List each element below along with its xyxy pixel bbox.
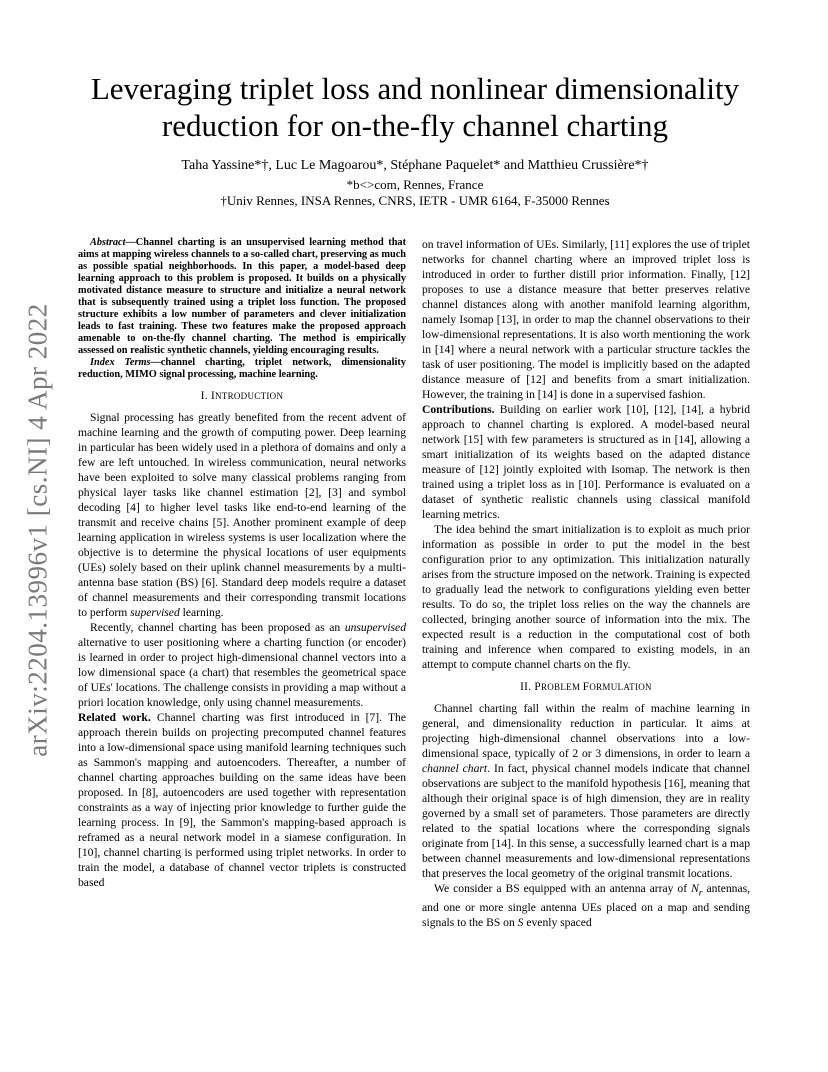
title-line-1: Leveraging triplet loss and nonlinear dimensionality <box>90 71 740 106</box>
problem-paragraph-1: Channel charting fall within the realm of machine learning in general, and dimensionality reduction in particular. It aims at projecting high-dimensional channel observations into a low-dimensional space, typically of 2 or 3 dimensions, in order to learn a channel chart. In fact, physical channel models indicate that channel observations are subject to the manifold hypothesis [16], meaning that although their original space is of high dimension, they are in reality governed by a small set of parameters. Those parameters are directly related to the spatial locations where the corresponding signals originate from [14]. In this sense, a successfully learned chart is a map between channel measurements and low-dimensional representations that preserves the local geometry of the original transmit locations. <box>422 702 750 880</box>
arxiv-watermark: arXiv:2204.13996v1 [cs.NI] 4 Apr 2022 <box>22 303 53 757</box>
intro-paragraph-2: Recently, channel charting has been proposed as an unsupervised alternative to user positioning where a charting function (or encoder) is learned in order to project high-dimensional channel vectors into a low dimensional space (a chart) that resembles the geometrical space of UEs' locations. The challenge consists in providing a map without a priori location knowledge, only using channel measurements. <box>78 621 406 709</box>
contributions-paragraph: Contributions. Building on earlier work [10], [12], [14], a hybrid approach to channel charting is explored. A model-based neural network [15] with few parameters is structured as in [14], allowing a smart initialization of its weights based on the adapted distance measure of [12] jointly exploited with Isomap. The network is then trained using a triplet loss as in [10]. Performance is evaluated on a dataset of synthetic realistic channels using classical manifold learning metrics. <box>422 403 750 521</box>
title-line-2: reduction for on-the-fly channel charting <box>161 108 669 143</box>
abstract-text: —Channel charting is an unsupervised learning method that aims at mapping wireless channels to a so-called chart, preserving as much as possible spatial neighborhoods. In this paper, a model-based deep learning approach to this problem is proposed. It builds on a physically motivated distance measure to structure and initialize a neural network that is subsequently trained using a triplet loss function. The proposed structure exhibits a low number of parameters and clever initialization leads to fast training. These two features make the proposed approach amenable to on-the-fly channel charting. The method is empirically assessed on realistic synthetic channels, yielding encouraging results. <box>78 237 406 356</box>
contributions-label: Contributions. <box>422 403 495 416</box>
abstract <box>78 237 406 357</box>
index-terms-label: Index Terms <box>90 357 151 368</box>
author-list: Taha Yassine*†, Luc Le Magoarou*, Stéphane Paquelet* and Matthieu Crussière*† <box>181 158 649 173</box>
initialization-paragraph: The idea behind the smart initialization is to exploit as much prior information as possible in order to put the model in the best configuration prior to any optimization. This initialization naturally arises from the structure imposed on the network. Training is expected to gradually lead the network to configurations yielding even better results. To do so, the triplet loss relies on the way the channels are collected, bringing another source of information into the mix. The expected result is a reduction in the computational cost of both training and inference when compared to existing models, in an attempt to compute channel charts on the fly. <box>422 523 750 671</box>
index-terms <box>78 357 406 381</box>
affiliation-2: †Univ Rennes, INSA Rennes, CNRS, IETR - UMR 6164, F-35000 Rennes <box>220 193 610 208</box>
related-work-label: Related work. <box>78 711 151 724</box>
index-terms-text: —channel charting, triplet network, dimensionality reduction, MIMO signal processing, machine learning. <box>78 357 406 380</box>
intro-paragraph-1: Signal processing has greatly benefited from the recent advent of machine learning and the growth of computing power. Deep learning in particular has been widely used in a plethora of domains and only a few are left untouched. In wireless communication, neural networks have been exploited to solve many classical problems ranging from physical layer tasks like channel estimation [2], [3] and symbol decoding [4] to higher level tasks like end-to-end learning of the transmit and receive chains [5]. Another prominent example of deep learning application in wireless systems is user localization where the objective is to determine the physical locations of user equipments (UEs) solely based on their uplink channel measurements by a multi-antenna base station (BS) [6]. Standard deep models require a dataset of channel measurements and their corresponding transmit locations to perform supervised learning. <box>78 411 406 619</box>
related-work-paragraph: Related work. Channel charting was first introduced in [7]. The approach therein builds on projecting precomputed channel features into a low-dimensional space using manifold learning techniques such as Sammon's mapping and autoencoders. Thereafter, a number of channel charting approaches building on the same ideas have been proposed. In [8], autoencoders are used together with representation constraints as a way of injecting prior knowledge to further guide the learning process. In [9], the Sammon's mapping-based approach is reframed as a neural network model in a siamese configuration. In [10], channel charting is performed using triplet networks. In order to train the model, a database of channel vector triplets is constructed based <box>78 711 406 889</box>
affiliation-1: *b<>com, Rennes, France <box>346 177 484 192</box>
related-work-continued: on travel information of UEs. Similarly, [11] explores the use of triplet networks for channel charting where an improved triplet loss is introduced in order to further distill prior information. Finally, [12] proposes to use a distance measure that better preserves relative channel distances along with another manifold learning algorithm, namely Isomap [13], in order to map the channel observations to their low-dimensional representations. It is also worth mentioning the work in [14] where a neural network with a particular structure tackles the task of user positioning. The model is implicitly based on the adapted distance measure of [12] and benefits from a smart initialization. However, the training in [14] is done in a supervised fashion. <box>422 238 750 401</box>
problem-paragraph-2: We consider a BS equipped with an antenna array of $N_r$ antennas, and one or more single antenna UEs placed on a map and sending signals to the BS on S evenly spaced <box>422 882 750 930</box>
abstract-label: Abstract <box>90 237 126 248</box>
section-heading-introduction: I. INTRODUCTION <box>200 390 284 402</box>
paper-title <box>60 70 770 144</box>
left-column <box>78 237 406 890</box>
right-column <box>422 237 750 930</box>
section-heading-problem-formulation: II. PROBLEM FORMULATION <box>520 681 652 693</box>
